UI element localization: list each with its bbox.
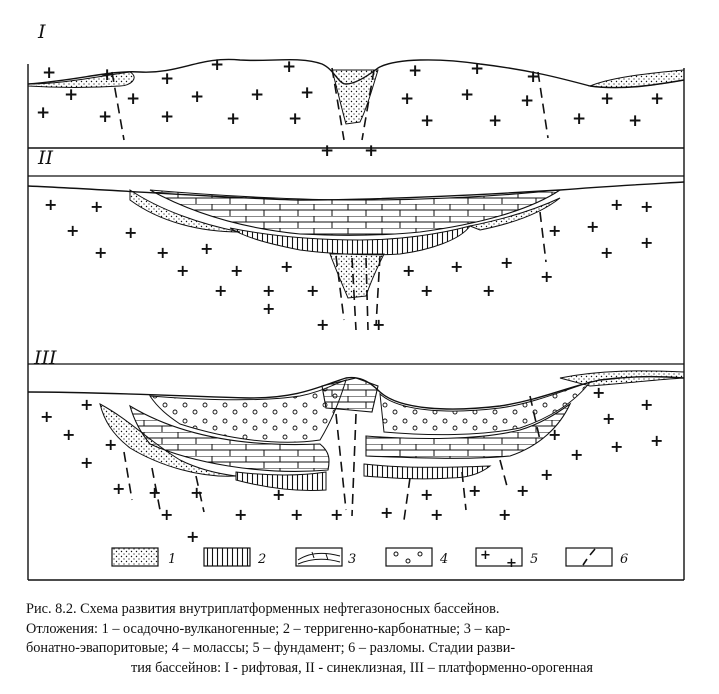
svg-text:+: + [306,281,320,300]
svg-text:+: + [600,89,615,109]
svg-text:+: + [470,59,485,79]
svg-text:+: + [516,481,530,500]
svg-text:+: + [330,505,344,524]
svg-text:+: + [540,267,554,286]
fault-line [352,414,356,516]
svg-text:+: + [380,503,394,522]
fault-line [540,212,546,262]
svg-text:+: + [520,91,535,111]
svg-text:+: + [506,556,517,571]
legend-item-2 [204,548,266,567]
svg-text:+: + [98,107,113,127]
svg-text:+: + [148,483,162,502]
svg-text:+: + [156,243,170,262]
caption-line: Рис. 8.2. Схема развития внутриплатформенных нефтегазоносных бассейнов. [26,601,500,617]
caption-line: Отложения: 1 – осадочно-вулканогенные; 2 – терригенно-карбонатные; 3 – кар- [26,620,511,637]
svg-text:+: + [316,315,330,334]
svg-text:+: + [548,425,562,444]
legend-number: 3 [348,552,357,567]
svg-text:+: + [80,453,94,472]
stage-2-label: II [38,147,54,169]
svg-text:+: + [214,281,228,300]
stage-2-section [28,176,684,334]
svg-text:+: + [250,85,265,105]
svg-text:+: + [640,197,654,216]
svg-text:+: + [62,425,76,444]
legend-number: 6 [620,552,629,567]
svg-text:+: + [498,505,512,524]
svg-text:+: + [66,221,80,240]
svg-text:+: + [200,239,214,258]
svg-text:+: + [226,109,241,129]
svg-text:+: + [570,445,584,464]
fault-line [404,478,410,520]
stage-3-terrigenous-right [364,464,490,479]
caption-line: тия бассейнов: I - рифтовая, II - синеклизная, III – платформенно-орогенная [131,659,593,676]
svg-text:+: + [320,141,335,161]
svg-text:+: + [126,89,141,109]
svg-text:+: + [548,221,562,240]
stage-1-label: I [38,21,46,43]
legend-number: 2 [258,552,267,567]
svg-text:+: + [262,299,276,318]
svg-text:+: + [540,465,554,484]
svg-text:+: + [600,243,614,262]
svg-text:+: + [460,85,475,105]
svg-text:+: + [364,141,379,161]
svg-text:+: + [40,407,54,426]
legend-number: 1 [168,552,177,567]
stage-1-section [28,55,684,161]
svg-text:+: + [572,109,587,129]
svg-text:+: + [650,89,665,109]
svg-text:+: + [408,61,423,81]
svg-text:+: + [160,107,175,127]
figure-caption [26,600,698,678]
svg-text:+: + [650,431,664,450]
legend-number: 5 [530,552,539,567]
svg-text:+: + [602,409,616,428]
legend-item-6 [566,548,628,567]
svg-text:+: + [526,67,541,87]
stage-1-rift-fill [332,70,378,124]
svg-text:+: + [640,233,654,252]
svg-text:+: + [430,505,444,524]
stage-2-surface [28,182,684,200]
legend-number: 4 [440,552,449,567]
svg-text:+: + [230,261,244,280]
svg-text:+: + [500,253,514,272]
svg-text:+: + [468,481,482,500]
svg-text:+: + [36,103,51,123]
stage-1-sediment-right [590,70,684,88]
svg-text:+: + [372,315,386,334]
svg-text:+: + [282,57,297,77]
legend-item-3 [296,548,356,567]
svg-text:+: + [160,505,174,524]
svg-text:+: + [100,65,115,85]
svg-text:+: + [64,85,79,105]
svg-text:+: + [480,548,491,563]
svg-text:+: + [488,111,503,131]
svg-text:+: + [420,111,435,131]
svg-text:+: + [176,261,190,280]
svg-text:+: + [262,281,276,300]
svg-text:+: + [186,527,200,546]
svg-text:+: + [272,485,286,504]
caption-line: бонатно-эвапоритовые; 4 – молассы; 5 – фундамент; 6 – разломы. Стадии разви- [26,640,516,656]
svg-text:+: + [44,195,58,214]
svg-text:+: + [190,87,205,107]
svg-text:+: + [586,217,600,236]
fault-line [500,460,508,490]
legend [112,548,628,571]
legend-item-4 [386,548,448,567]
svg-text:+: + [94,243,108,262]
svg-text:+: + [112,479,126,498]
svg-text:+: + [42,63,57,83]
legend-swatch-dotted [112,548,158,566]
svg-text:+: + [610,437,624,456]
svg-text:+: + [402,261,416,280]
svg-text:+: + [592,383,606,402]
svg-text:+: + [420,485,434,504]
svg-text:+: + [482,281,496,300]
legend-swatch-vertical-hatch [204,548,250,566]
svg-text:+: + [640,395,654,414]
svg-text:+: + [400,89,415,109]
svg-text:+: + [288,109,303,129]
legend-swatch-circles [386,548,432,566]
stage-3-sediment-right [560,371,684,386]
svg-text:+: + [610,195,624,214]
svg-text:+: + [290,505,304,524]
stage-3-label: III [34,347,57,369]
legend-item-5 [476,548,538,571]
fault-line [462,472,466,510]
legend-swatch-fault-line [566,548,612,566]
svg-text:+: + [90,197,104,216]
svg-text:+: + [80,395,94,414]
svg-text:+: + [280,257,294,276]
fault-line [336,414,346,510]
svg-text:+: + [104,435,118,454]
svg-text:+: + [420,281,434,300]
svg-text:+: + [210,55,225,75]
svg-text:+: + [124,223,138,242]
legend-item-1 [112,548,176,567]
svg-text:+: + [234,505,248,524]
svg-text:+: + [160,69,175,89]
svg-text:+: + [450,257,464,276]
svg-text:+: + [300,83,315,103]
stage-3-section [28,364,684,546]
svg-text:+: + [190,483,204,502]
svg-text:+: + [628,111,643,131]
